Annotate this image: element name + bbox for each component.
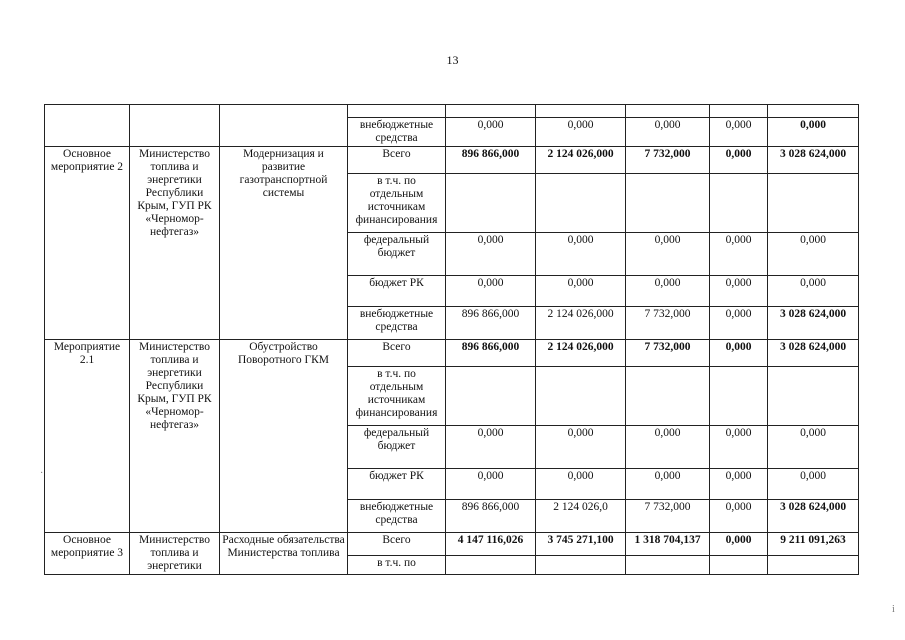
event-label: Основное мероприятие 2 — [45, 147, 130, 340]
value-cell — [536, 367, 626, 426]
value-cell: 896 866,000 — [446, 500, 536, 533]
value-cell: 0,000 — [710, 233, 768, 276]
value-cell: 0,000 — [768, 118, 859, 147]
value-cell — [446, 555, 536, 574]
value-cell: 0,000 — [626, 469, 710, 500]
event-name: Обустройство Поворотного ГКМ — [220, 340, 348, 533]
value-cell: 0,000 — [710, 500, 768, 533]
table-row — [45, 533, 859, 556]
funding-table — [44, 104, 859, 575]
value-cell: 0,000 — [768, 426, 859, 469]
value-cell — [710, 555, 768, 574]
value-cell — [710, 174, 768, 233]
value-cell — [446, 174, 536, 233]
value-cell: 0,000 — [710, 118, 768, 147]
value-cell: 7 732,000 — [626, 147, 710, 174]
funding-source: внебюджетные средства — [348, 500, 446, 533]
value-cell: 0,000 — [626, 276, 710, 307]
event-label: Мероприятие 2.1 — [45, 340, 130, 533]
value-cell: 0,000 — [536, 233, 626, 276]
funding-source: федеральный бюджет — [348, 426, 446, 469]
value-cell: 9 211 091,263 — [768, 533, 859, 556]
value-cell: 2 124 026,000 — [536, 340, 626, 367]
value-cell: 3 028 624,000 — [768, 307, 859, 340]
value-cell: 3 745 271,100 — [536, 533, 626, 556]
table-row — [45, 147, 859, 174]
value-cell — [768, 174, 859, 233]
value-cell: 0,000 — [446, 118, 536, 147]
value-cell: 2 124 026,000 — [536, 147, 626, 174]
value-cell: 0,000 — [768, 233, 859, 276]
table-row — [45, 340, 859, 367]
event-name: Модернизация и развитие газотранспортной системы — [220, 147, 348, 340]
executor-label: Министерство топлива и энергетики Республики Крым, ГУП РК «Черномор-нефтегаз» — [130, 340, 220, 533]
value-cell: 7 732,000 — [626, 307, 710, 340]
value-cell: 0,000 — [626, 233, 710, 276]
value-cell: 896 866,000 — [446, 307, 536, 340]
value-cell: 7 732,000 — [626, 500, 710, 533]
funding-source: бюджет РК — [348, 276, 446, 307]
funding-source: Всего — [348, 533, 446, 556]
value-cell: 0,000 — [710, 276, 768, 307]
funding-source: Всего — [348, 147, 446, 174]
value-cell: 0,000 — [768, 276, 859, 307]
funding-source: внебюджетные средства — [348, 307, 446, 340]
value-cell: 0,000 — [446, 469, 536, 500]
executor-label: Министерство топлива и энергетики — [130, 533, 220, 575]
value-cell — [768, 555, 859, 574]
value-cell: 0,000 — [536, 118, 626, 147]
value-cell: 896 866,000 — [446, 340, 536, 367]
value-cell: 2 124 026,000 — [536, 307, 626, 340]
value-cell: 3 028 624,000 — [768, 147, 859, 174]
value-cell: 3 028 624,000 — [768, 500, 859, 533]
funding-source: в т.ч. по — [348, 555, 446, 574]
executor-label: Министерство топлива и энергетики Республики Крым, ГУП РК «Черномор-нефтегаз» — [130, 147, 220, 340]
funding-source: федеральный бюджет — [348, 233, 446, 276]
value-cell: 2 124 026,0 — [536, 500, 626, 533]
value-cell: 0,000 — [626, 118, 710, 147]
value-cell: 0,000 — [710, 533, 768, 556]
event-name: Расходные обязательства Министерства топлива — [220, 533, 348, 575]
funding-source: в т.ч. по отдельным источникам финансирования — [348, 174, 446, 233]
value-cell — [446, 367, 536, 426]
value-cell: 0,000 — [536, 276, 626, 307]
value-cell — [768, 367, 859, 426]
value-cell: 0,000 — [536, 426, 626, 469]
value-cell: 0,000 — [446, 233, 536, 276]
page-number: 13 — [446, 53, 459, 67]
scan-mark-right: i — [892, 604, 895, 615]
value-cell: 0,000 — [710, 307, 768, 340]
value-cell: 0,000 — [710, 469, 768, 500]
value-cell — [626, 174, 710, 233]
value-cell: 0,000 — [536, 469, 626, 500]
funding-source: бюджет РК — [348, 469, 446, 500]
value-cell: 3 028 624,000 — [768, 340, 859, 367]
value-cell: 0,000 — [710, 340, 768, 367]
value-cell: 0,000 — [710, 147, 768, 174]
value-cell — [536, 555, 626, 574]
value-cell — [626, 555, 710, 574]
value-cell: 4 147 116,026 — [446, 533, 536, 556]
funding-source: внебюджетные средства — [348, 118, 446, 147]
value-cell: 0,000 — [446, 276, 536, 307]
funding-source: в т.ч. по отдельным источникам финансирования — [348, 367, 446, 426]
value-cell: 1 318 704,137 — [626, 533, 710, 556]
value-cell — [710, 367, 768, 426]
table-row — [45, 105, 859, 118]
value-cell: 0,000 — [710, 426, 768, 469]
value-cell: 7 732,000 — [626, 340, 710, 367]
value-cell: 896 866,000 — [446, 147, 536, 174]
event-label: Основное мероприятие 3 — [45, 533, 130, 575]
value-cell: 0,000 — [768, 469, 859, 500]
value-cell — [626, 367, 710, 426]
value-cell: 0,000 — [626, 426, 710, 469]
funding-source: Всего — [348, 340, 446, 367]
scan-mark-left: · — [40, 468, 44, 479]
value-cell — [536, 174, 626, 233]
value-cell: 0,000 — [446, 426, 536, 469]
